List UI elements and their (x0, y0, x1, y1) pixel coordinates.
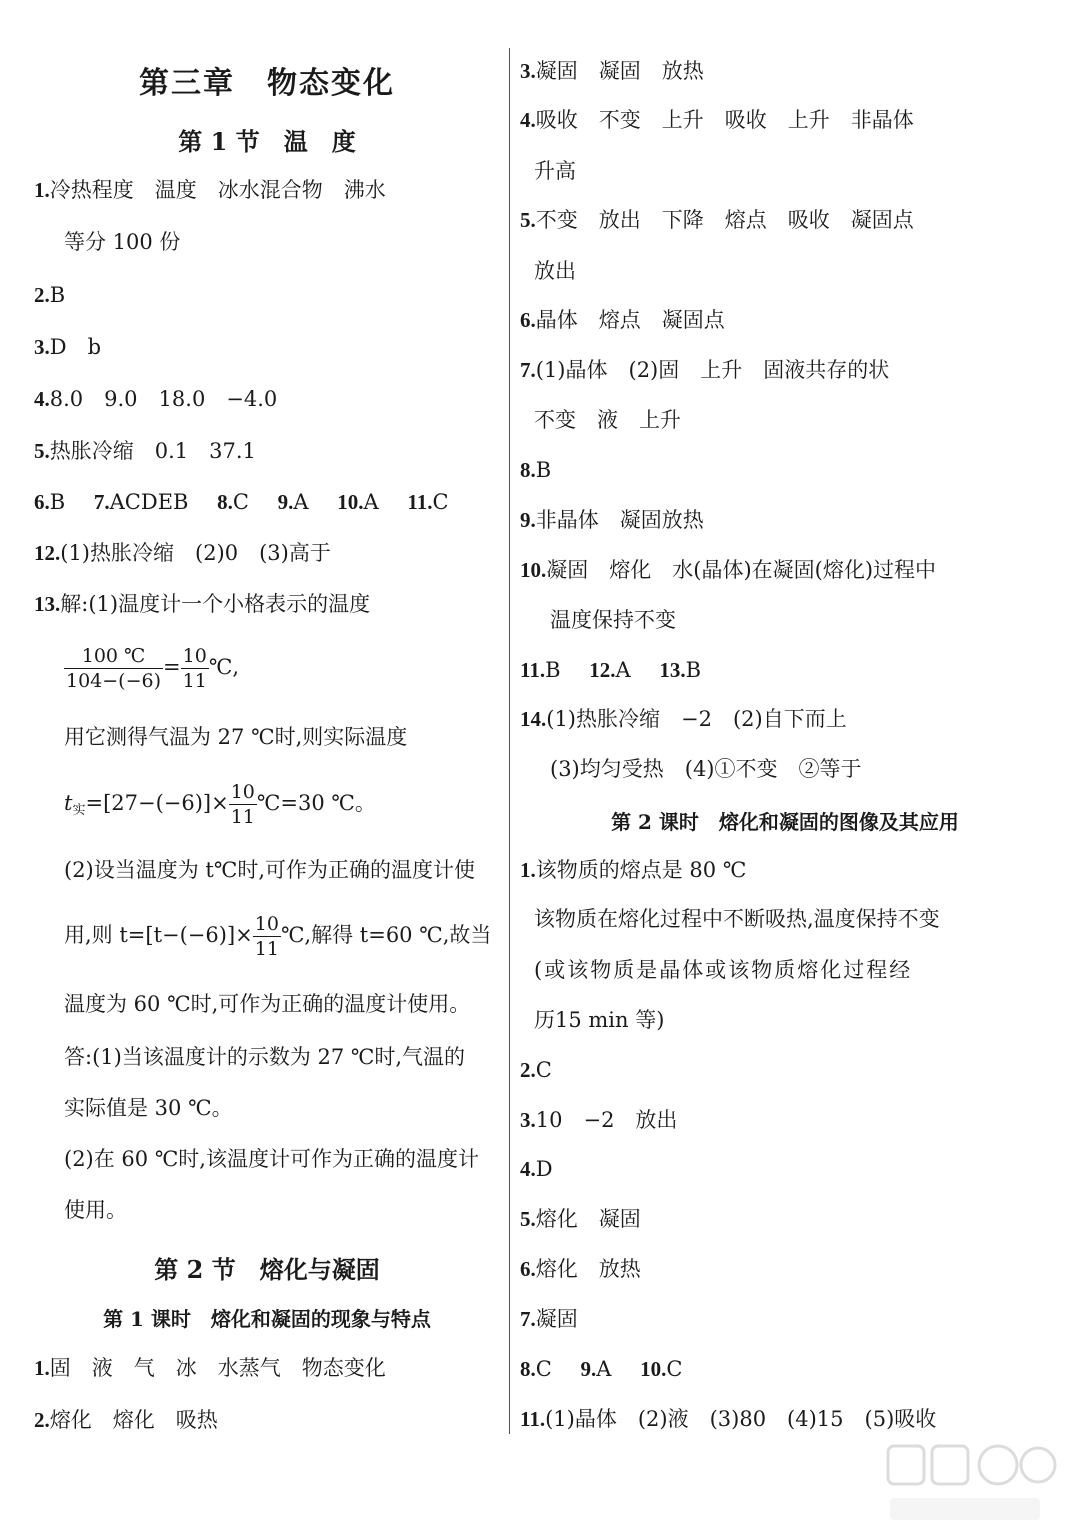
r-answer-7-cont: 不变 液 上升 (534, 408, 681, 432)
r-answer-4-cont: 升高 (534, 159, 576, 183)
column-divider (509, 48, 510, 1434)
l2-answer-6: 6.熔化 放热 (520, 1257, 641, 1281)
l2-answer-1-line-3: (或该物质是晶体或该物质熔化过程经 (534, 958, 913, 982)
r-answer-10: 10.凝固 熔化 水(晶体)在凝固(熔化)过程中 (520, 558, 937, 582)
lesson-2-title: 第 2 课时 熔化和凝固的图像及其应用 (611, 810, 959, 834)
answer-3: 3.D b (34, 335, 102, 359)
section-2-title: 第 2 节 熔化与凝固 (154, 1255, 380, 1284)
l2-answer-1: 1.该物质的熔点是 80 ℃ (520, 858, 747, 882)
s2-answer-1: 1.固 液 气 冰 水蒸气 物态变化 (34, 1356, 386, 1380)
lesson-1-title: 第 1 课时 熔化和凝固的现象与特点 (103, 1307, 431, 1331)
chapter-title: 第三章 物态变化 (139, 66, 395, 101)
answer-13-line-7: 温度为 60 ℃时,可作为正确的温度计使用。 (64, 992, 471, 1016)
answer-5: 5.热胀冷缩 0.1 37.1 (34, 439, 256, 463)
r-answer-14: 14.(1)热胀冷缩 −2 (2)自下而上 (520, 707, 847, 731)
answer-1-cont: 等分 100 份 (64, 230, 181, 254)
l2-answer-3: 3.10 −2 放出 (520, 1108, 678, 1132)
r-answer-4: 4.吸收 不变 上升 吸收 上升 非晶体 (520, 108, 914, 132)
answer-13-line-5: (2)设当温度为 t℃时,可作为正确的温度计使 (64, 858, 476, 882)
answer-13-line-8: 答:(1)当该温度计的示数为 27 ℃时,气温的 (64, 1045, 466, 1069)
r-answer-10-cont: 温度保持不变 (550, 608, 676, 632)
answer-2: 2.B (34, 283, 66, 307)
l2-answer-11: 11.(1)晶体 (2)液 (3)80 (4)15 (5)吸收 (520, 1407, 937, 1431)
answer-13-line-11: 使用。 (64, 1198, 127, 1222)
answer-13-line-9: 实际值是 30 ℃。 (64, 1096, 233, 1120)
l2-answer-7: 7.凝固 (520, 1307, 578, 1331)
answer-13-line-4: $t_实=[27-(-6)]\times$ $\frac{10}{11}$ ℃=30 ℃。 (64, 781, 376, 828)
r-answer-5-cont: 放出 (534, 259, 576, 283)
answer-13-fraction-line: $\frac{100 ℃}{104-(-6)}$ = $\frac{10}{11}$ ℃, (66, 645, 239, 692)
r-answer-3: 3.凝固 凝固 放热 (520, 59, 704, 83)
answer-13-line-1: 13.解:(1)温度计一个小格表示的温度 (34, 592, 371, 616)
answer-12: 12.(1)热胀冷缩 (2)0 (3)高于 (34, 541, 331, 565)
fraction-2: $\frac{10}{11}$ (182, 645, 207, 692)
l2-answer-5: 5.熔化 凝固 (520, 1207, 641, 1231)
fraction-3: $\frac{10}{11}$ (230, 781, 255, 828)
l2-answer-4: 4.D (520, 1157, 553, 1181)
answers-6-11: 6.B 7.ACDEB 8.C 9.A 10.A 11.C (34, 490, 449, 514)
s2-answer-2: 2.熔化 熔化 吸热 (34, 1408, 218, 1432)
answer-4: 4.8.0 9.0 18.0 −4.0 (34, 387, 278, 411)
l2-answer-2: 2.C (520, 1058, 552, 1082)
l2-answers-8-10: 8.C 9.A 10.C (520, 1357, 683, 1381)
r-answer-7: 7.(1)晶体 (2)固 上升 固液共存的状 (520, 358, 890, 382)
watermark-logo (880, 1440, 1060, 1530)
r-answer-6: 6.晶体 熔点 凝固点 (520, 308, 725, 332)
answer-13-line-10: (2)在 60 ℃时,该温度计可作为正确的温度计 (64, 1147, 479, 1171)
r-answers-11-13: 11.B 12.A 13.B (520, 658, 702, 682)
answer-1: 1.冷热程度 温度 冰水混合物 沸水 (34, 178, 386, 202)
answer-13-line-3: 用它测得气温为 27 ℃时,则实际温度 (64, 725, 408, 749)
l2-answer-1-line-4: 历15 min 等) (534, 1008, 665, 1032)
section-1-title: 第 1 节 温 度 (178, 127, 356, 156)
l2-answer-1-line-2: 该物质在熔化过程中不断吸热,温度保持不变 (534, 907, 940, 931)
answer-13-line-6: 用,则 t=[t−(−6)]× $\frac{10}{11}$ ℃,解得 t=60 ℃,故当 (64, 913, 492, 960)
fraction-4: $\frac{10}{11}$ (254, 913, 279, 960)
r-answer-9: 9.非晶体 凝固放热 (520, 508, 704, 532)
r-answer-5: 5.不变 放出 下降 熔点 吸收 凝固点 (520, 208, 914, 232)
r-answer-14-cont: (3)均匀受热 (4)①不变 ②等于 (550, 757, 862, 781)
r-answer-8: 8.B (520, 458, 552, 482)
fraction-1: $\frac{100 ℃}{104-(-6)}$ (66, 645, 162, 692)
